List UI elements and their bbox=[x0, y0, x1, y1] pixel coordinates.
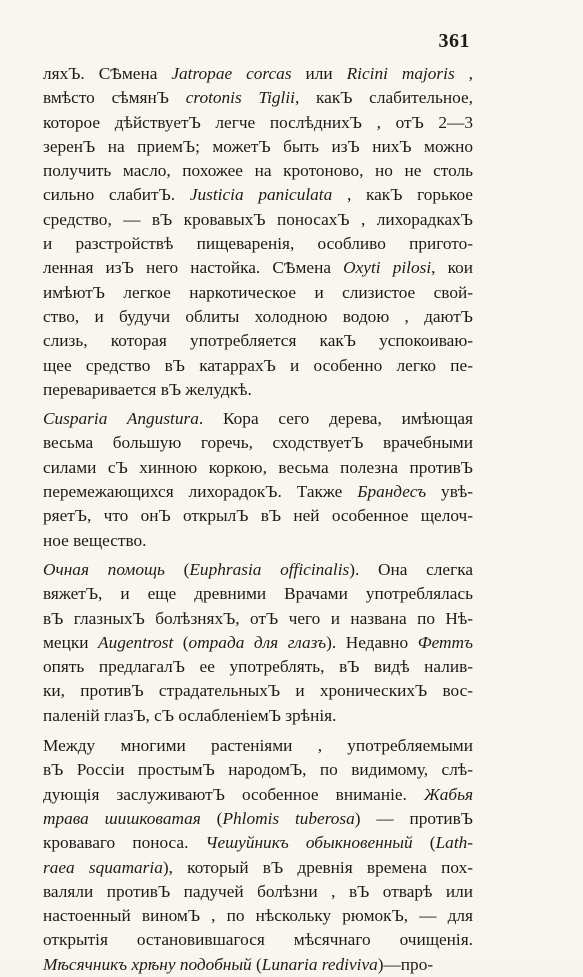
paragraph bbox=[43, 558, 473, 728]
text-line bbox=[43, 783, 473, 807]
text-line bbox=[43, 679, 473, 703]
text-run: вмѣсто сѣмянЪ bbox=[43, 88, 186, 108]
italic-term: Брандесъ bbox=[357, 482, 427, 502]
body-text bbox=[43, 62, 473, 977]
text-line bbox=[43, 135, 473, 159]
text-run: вяжетЪ, и еще древними Врачами употреблялась bbox=[43, 584, 473, 604]
text-run: весьма большую горечь, сходствуетЪ врачебными bbox=[43, 433, 473, 453]
text-run: паленій глазЪ, сЪ ослабленіемЪ зрѣнія. bbox=[43, 705, 337, 725]
italic-term: crotonis Tiglii bbox=[185, 88, 295, 108]
text-run: , кои bbox=[431, 258, 473, 278]
text-run: или bbox=[291, 64, 347, 83]
text-run: вЪ глазныхЪ болѣзняхЪ, отЪ чего и названа по Нѣ- bbox=[43, 608, 473, 628]
text-run: ляхЪ. СѢмена bbox=[43, 64, 172, 83]
text-line bbox=[43, 208, 473, 232]
text-run: и разстройствѣ пищеваренія, особливо пригото- bbox=[43, 234, 473, 254]
text-line bbox=[43, 880, 473, 904]
text-run: . Кора сего дерева, имѣющая bbox=[198, 409, 474, 429]
italic-term: Euphrasia officinalis bbox=[189, 559, 350, 579]
italic-term: Lath- bbox=[435, 833, 474, 853]
paragraph bbox=[43, 62, 473, 402]
text-run: ( bbox=[251, 954, 262, 974]
text-run: щее средство вЪ катаррахЪ и особенно легко пе- bbox=[43, 355, 473, 375]
italic-term: Phlomis tuberosa bbox=[222, 808, 355, 828]
text-run: перемежающихся лихорадокЪ. Также bbox=[43, 482, 358, 502]
text-run: переваривается вЪ желудкѣ. bbox=[43, 379, 252, 399]
text-line bbox=[43, 232, 473, 256]
italic-term: Jatropae corcas bbox=[171, 64, 292, 83]
text-run: настоенный виномЪ , по нѣскольку рюмокЪ, — для bbox=[43, 906, 473, 926]
italic-term: Феттъ bbox=[417, 632, 473, 652]
text-run: вЪ Россіи простымЪ народомЪ, по видимому, слѣ- bbox=[43, 760, 473, 780]
text-run: мецки bbox=[43, 632, 99, 652]
text-line bbox=[43, 655, 473, 679]
italic-term: Очная помощь bbox=[43, 559, 165, 579]
text-line bbox=[43, 456, 473, 480]
text-run: опять предлагалЪ ее употреблять, вЪ видѣ налив- bbox=[43, 657, 473, 677]
text-line bbox=[43, 558, 473, 582]
italic-term: Мѣсячникъ хрѣну подобный bbox=[43, 954, 252, 974]
text-run: зеренЪ на приемЪ; можетЪ быть изЪ нихЪ можно bbox=[43, 136, 473, 156]
text-line bbox=[43, 256, 473, 280]
text-line bbox=[43, 504, 473, 528]
text-run: силами сЪ хинною коркою, весьма полезна противЪ bbox=[43, 457, 473, 477]
text-line bbox=[43, 904, 473, 928]
text-run: которое дѣйствуетЪ легче послѣднихЪ , отЪ 2—3 bbox=[43, 112, 473, 132]
text-line bbox=[43, 407, 473, 431]
text-line bbox=[43, 856, 473, 880]
text-run: ство, и будучи облиты холодною водою , даютЪ bbox=[43, 306, 473, 326]
paragraph bbox=[43, 407, 473, 553]
text-run: валяли противЪ падучей болѣзни , вЪ отварѣ или bbox=[43, 881, 473, 901]
text-run: открытія остановившагося мѣсячнаго очищенія. bbox=[43, 930, 473, 950]
text-run: получить масло, похожее на кротоново, но не столь bbox=[43, 161, 473, 181]
text-line bbox=[43, 111, 473, 135]
text-line bbox=[43, 431, 473, 455]
text-line bbox=[43, 480, 473, 504]
italic-term: raea squamaria bbox=[43, 857, 163, 877]
text-run: ( bbox=[173, 632, 189, 652]
text-line bbox=[43, 159, 473, 183]
text-line bbox=[43, 529, 473, 553]
text-run: , какЪ горькое bbox=[332, 185, 473, 205]
paragraph bbox=[43, 734, 473, 977]
text-run: ленная изЪ него настойка. СѢмена bbox=[43, 258, 344, 278]
text-run: сильно слабитЪ. bbox=[43, 185, 190, 205]
text-line bbox=[43, 734, 473, 758]
text-line bbox=[43, 329, 473, 353]
text-line bbox=[43, 281, 473, 305]
text-run: ). Она слегка bbox=[349, 559, 473, 579]
text-line bbox=[43, 183, 473, 207]
italic-term: Lunaria rediviva bbox=[261, 954, 378, 974]
italic-term: Cusparia Angustura bbox=[43, 409, 199, 429]
text-run: ки, противЪ страдательныхЪ и хроническихЪ вос- bbox=[43, 681, 473, 701]
text-run: ( bbox=[200, 808, 223, 828]
text-line bbox=[43, 607, 473, 631]
text-run: , bbox=[454, 64, 474, 83]
text-run: Между многими растеніями , употребляемыми bbox=[43, 736, 473, 756]
text-line bbox=[43, 758, 473, 782]
text-run: ряетЪ, что онЪ открылЪ вЪ ней особенное щелоч- bbox=[43, 506, 473, 526]
text-run: ное вещество. bbox=[43, 530, 147, 550]
italic-term: Oxyti pilosi bbox=[343, 258, 432, 278]
italic-term: Augentrost bbox=[98, 632, 174, 652]
text-run: ) — противЪ bbox=[354, 808, 474, 828]
text-line bbox=[43, 354, 473, 378]
text-line bbox=[43, 928, 473, 952]
text-line bbox=[43, 86, 473, 110]
text-run: ). Недавно bbox=[326, 632, 418, 652]
italic-term: отрада для глазъ bbox=[188, 632, 327, 652]
page-number: 361 bbox=[438, 30, 470, 52]
text-line bbox=[43, 704, 473, 728]
italic-term: Ricini majoris bbox=[346, 64, 455, 83]
text-run: кроваваго поноса. bbox=[43, 833, 206, 853]
text-run: средство, — вЪ кровавыхЪ поносахЪ , лихорадкахЪ bbox=[43, 209, 473, 229]
text-run: слизь, которая употребляется какЪ успокоиваю- bbox=[43, 331, 473, 351]
text-run: ), который вЪ древнія времена пох- bbox=[162, 857, 473, 877]
text-line bbox=[43, 831, 473, 855]
italic-term: трава шишковатая bbox=[43, 808, 201, 828]
text-run: ( bbox=[412, 833, 436, 853]
text-line bbox=[43, 62, 473, 86]
text-run: ( bbox=[164, 559, 190, 579]
text-run: имѣютЪ легкое наркотическое и слизистое свой- bbox=[43, 282, 473, 302]
italic-term: Чешуйникъ обыкновенный bbox=[205, 833, 413, 853]
italic-term: Жабья bbox=[423, 784, 473, 804]
text-run: дующія заслуживаютЪ особенное вниманіе. bbox=[43, 784, 424, 804]
text-line bbox=[43, 305, 473, 329]
text-line bbox=[43, 582, 473, 606]
text-run: увѣ- bbox=[426, 482, 473, 502]
text-line bbox=[43, 953, 473, 977]
italic-term: Justicia paniculata bbox=[189, 185, 333, 205]
text-line bbox=[43, 378, 473, 402]
text-run: )—про- bbox=[377, 954, 434, 974]
text-run: , какЪ слабительное, bbox=[294, 88, 474, 108]
text-line bbox=[43, 631, 473, 655]
text-line bbox=[43, 807, 473, 831]
